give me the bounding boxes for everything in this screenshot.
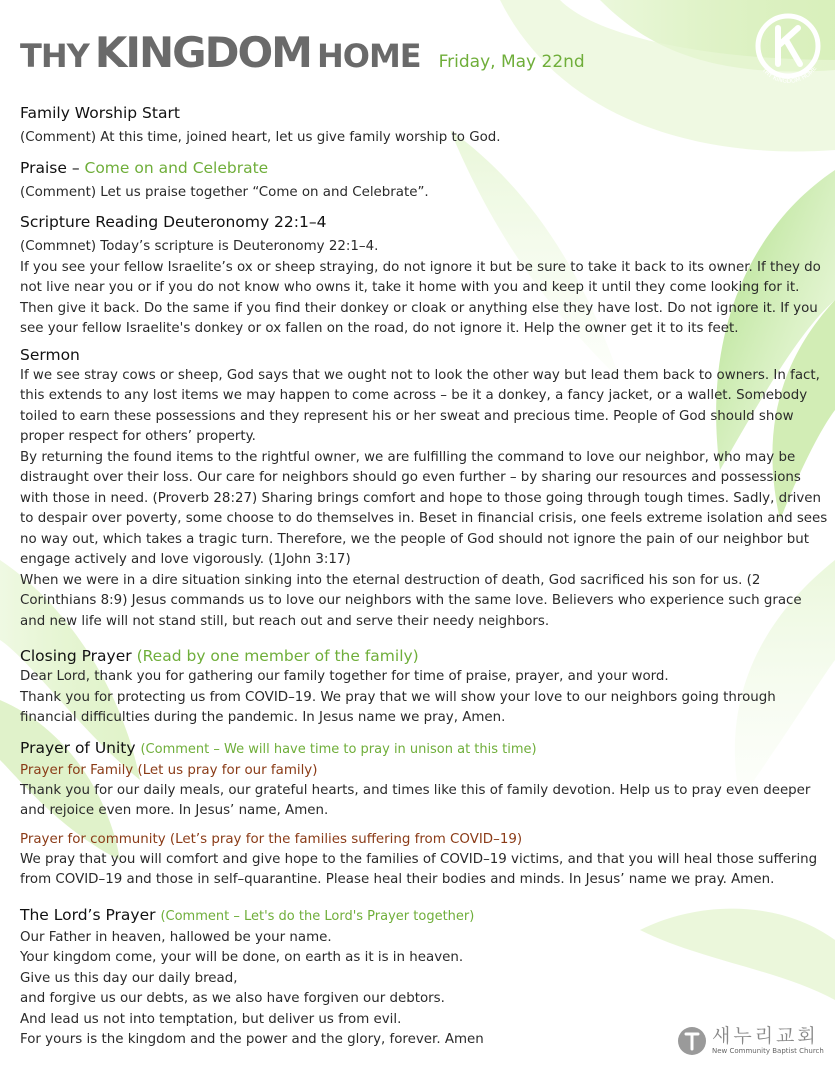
thy-kingdom-logo	[742, 6, 834, 92]
prayer-for-family-heading: Prayer for Family (Let us pray for our family)	[20, 762, 318, 778]
scripture-text: If you see your fellow Israelite’s ox or sheep straying, do not ignore it but be sure to take it back to its owner. If they do not live near you or if you do not know who owns it, take it home with you and keep it until they come looking for it. Then give it back. Do the same if you find their donkey or cloak or anything else they have lost. Do not ignore it. If you see your fellow Israelite's donkey or ox fallen on the road, do not ignore it. Help the owner get it to its feet.	[20, 259, 821, 336]
prayer-of-unity-note: (Comment – We will have time to pray in unison at this time)	[140, 741, 537, 757]
closing-prayer-line-2: Thank you for protecting us from COVID–19. We pray that we will show your love to our neighbors going through financial difficulties during the pandemic. In Jesus name we pray, Amen.	[20, 689, 776, 725]
logo-ring-text: THY KINGDOM HOME	[760, 65, 819, 85]
heading-lords-prayer	[20, 904, 828, 928]
heading-worship-start: Family Worship Start	[20, 104, 180, 122]
prayer-of-unity-label: Prayer of Unity	[20, 738, 136, 757]
praise-song-title: Come on and Celebrate	[84, 158, 269, 177]
church-name-korean: 새누리교회	[712, 1025, 819, 1047]
church-name-english: New Community Baptist Church	[712, 1047, 824, 1055]
title-kingdom: KINGDOM	[94, 28, 311, 77]
praise-dash: –	[71, 158, 80, 177]
prayer-for-community-heading: Prayer for community (Let’s pray for the families suffering from COVID–19)	[20, 831, 523, 847]
title-thy: THY	[20, 37, 89, 75]
lords-prayer-line: and forgive us our debts, as we also have forgiven our debtors.	[20, 991, 445, 1006]
lords-prayer-line: For yours is the kingdom and the power and the glory, forever. Amen	[20, 1032, 484, 1047]
worship-start-comment: (Comment) At this time, joined heart, let us give family worship to God.	[20, 130, 501, 145]
praise-comment: (Comment) Let us praise together “Come on and Celebrate”.	[20, 184, 429, 200]
praise-label: Praise	[20, 158, 67, 177]
lords-prayer-line: Give us this day our daily bread,	[20, 970, 238, 986]
lords-prayer-line: And lead us not into temptation, but deliver us from evil.	[20, 1011, 402, 1027]
lords-prayer-line: Your kingdom come, your will be done, on earth as it is in heaven.	[20, 950, 464, 965]
heading-closing-prayer	[20, 645, 828, 667]
heading-scripture: Scripture Reading Deuteronomy 22:1–4	[20, 213, 327, 231]
heading-sermon: Sermon	[20, 345, 80, 364]
worship-content	[20, 102, 828, 1051]
scripture-comment: (Commnet) Today’s scripture is Deuteronomy 22:1–4.	[20, 239, 379, 254]
title-home: HOME	[316, 37, 421, 75]
lords-prayer-line: Our Father in heaven, hallowed be your name.	[20, 929, 332, 945]
lords-prayer-label: The Lord’s Prayer	[20, 905, 156, 924]
heading-praise	[20, 157, 828, 179]
page-header	[20, 28, 585, 77]
church-logo	[676, 1025, 824, 1057]
heading-prayer-of-unity	[20, 737, 828, 761]
prayer-for-family-text: Thank you for our daily meals, our grateful hearts, and times like this of family devotion. Help us to pray even deeper and rejoice even more. In Jesus’ name, Amen.	[20, 782, 811, 818]
church-mark-icon	[676, 1025, 708, 1057]
sermon-paragraph-1: If we see stray cows or sheep, God says that we ought not to look the other way but lead them back to owners. In fact, this extends to any lost items we may happen to come across – be it a donkey, a fancy jacket, or a wallet. Somebody toiled to earn these possessions and they represent his or her sweat and precious time. People of God should show proper respect for others’ property.	[20, 367, 820, 444]
date-label: Friday, May 22nd	[438, 52, 585, 72]
sermon-paragraph-3: When we were in a dire situation sinking into the eternal destruction of death, God sacrificed his son for us. (2 Corinthians 8:9) Jesus commands us to love our neighbors with the same love. Believers who experience such grace and new life will not stand still, but reach out and serve their needy neighbors.	[20, 572, 802, 629]
sermon-paragraph-2: By returning the found items to the rightful owner, we are fulfilling the command to love our neighbor, who may be distraught over their loss. Our care for neighbors should go even further – by sharing our resources and possessions with those in need. (Proverb 28:27) Sharing brings comfort and hope to those going through tough times. Sadly, driven to despair over poverty, some choose to do themselves in. Beset in financial crisis, one feels extreme isolation and sees no way out, which takes a tragic turn. Therefore, we the people of God should not ignore the pain of our neighbor but engage actively and love vigorously. (1John 3:17)	[20, 449, 828, 567]
prayer-for-community-text: We pray that you will comfort and give hope to the families of COVID–19 victims, and that you will heal those suffering from COVID–19 and those in self–quarantine. Please heal their bodies and minds. In Jesus’ name we pray. Amen.	[20, 851, 818, 887]
closing-prayer-note: (Read by one member of the family)	[136, 647, 419, 665]
lords-prayer-note: (Comment – Let's do the Lord's Prayer together)	[160, 908, 475, 924]
closing-prayer-line-1: Dear Lord, thank you for gathering our family together for time of praise, prayer, and your word.	[20, 669, 669, 684]
closing-prayer-label: Closing Prayer	[20, 647, 132, 665]
